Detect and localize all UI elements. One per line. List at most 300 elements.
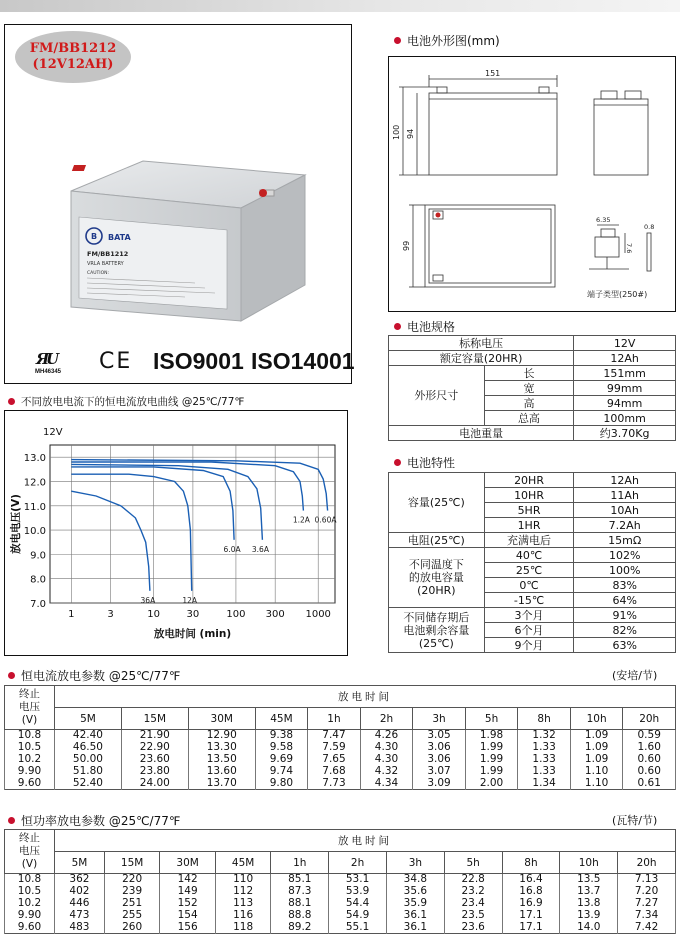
spec-label: 宽 <box>484 381 574 396</box>
value-cell: 3.06 <box>413 754 466 766</box>
x-tick-label: 100 <box>226 609 246 620</box>
resistance-value: 15mΩ <box>574 533 676 548</box>
column-header: 5M <box>55 852 105 874</box>
bullet-icon <box>394 323 401 330</box>
resistance-label: 电阻(25℃) <box>389 533 485 548</box>
voltage-cell: 9.90 <box>5 766 55 778</box>
value-cell: 23.6 <box>444 922 502 934</box>
temp-value: 100% <box>574 563 676 578</box>
value-cell: 9.80 <box>255 778 308 790</box>
value-cell: 16.8 <box>502 886 560 898</box>
dimension-drawing <box>389 57 677 313</box>
value-cell: 446 <box>55 898 105 910</box>
group-header: 放电时间 <box>55 686 676 708</box>
x-tick-label: 1000 <box>305 609 331 620</box>
series-line <box>71 474 191 591</box>
value-cell: 35.9 <box>386 898 444 910</box>
column-header: 1h <box>271 852 329 874</box>
value-cell: 23.5 <box>444 910 502 922</box>
bullet-icon <box>8 672 15 679</box>
column-header: 3h <box>386 852 444 874</box>
voltage-cell: 10.5 <box>5 742 55 754</box>
x-tick-label: 10 <box>147 609 161 620</box>
battery-photo <box>5 25 353 325</box>
power-table-title <box>8 812 180 829</box>
corner-header-line: 终止 <box>19 832 40 844</box>
x-tick-label: 1 <box>68 609 75 620</box>
column-header: 45M <box>215 852 271 874</box>
table-row <box>5 898 676 910</box>
value-cell: 1.33 <box>518 766 571 778</box>
series-label: 0.60A <box>314 515 337 525</box>
value-cell: 0.59 <box>623 730 676 742</box>
table-row <box>5 874 676 886</box>
series-label: 6.0A <box>223 544 241 554</box>
table-row <box>389 533 676 548</box>
value-cell: 3.09 <box>413 778 466 790</box>
value-cell: 13.50 <box>188 754 255 766</box>
table-header-row <box>5 852 676 874</box>
value-cell: 7.59 <box>308 742 361 754</box>
table-row <box>5 766 676 778</box>
column-header: 20h <box>623 708 676 730</box>
model-name: FM/BB1212 <box>29 41 117 56</box>
weight-label: 电池重量 <box>389 426 574 441</box>
capacity-rate: 1HR <box>484 518 574 533</box>
size-label: 外形尺寸 <box>389 366 485 426</box>
column-header: 10h <box>560 852 618 874</box>
y-tick-label: 12.0 <box>23 477 46 489</box>
table-header-row <box>5 830 676 852</box>
value-cell: 12.90 <box>188 730 255 742</box>
table-row <box>389 336 676 351</box>
storage-value: 63% <box>574 638 676 653</box>
column-header: 2h <box>360 708 413 730</box>
value-cell: 483 <box>55 922 105 934</box>
temp-cell: -15℃ <box>484 593 574 608</box>
dimension-title-text: 电池外形图(mm) <box>407 34 500 48</box>
value-cell: 7.34 <box>618 910 676 922</box>
value-cell: 9.38 <box>255 730 308 742</box>
table-row <box>389 473 676 488</box>
value-cell: 85.1 <box>271 874 329 886</box>
value-cell: 156 <box>160 922 216 934</box>
capacity-value: 12Ah <box>574 473 676 488</box>
spec-title-text: 电池规格 <box>407 320 456 334</box>
spec-label: 长 <box>484 366 574 381</box>
y-tick-label: 11.0 <box>23 501 46 513</box>
value-cell: 46.50 <box>55 742 122 754</box>
value-cell: 1.33 <box>518 754 571 766</box>
power-title-text: 恒功率放电参数 @25℃/77℉ <box>21 814 181 828</box>
model-spec: (12V12AH) <box>32 57 114 72</box>
curve-title-text: 不同放电电流下的恒电流放电曲线 @25℃/77℉ <box>21 396 245 408</box>
spec-label: 标称电压 <box>389 336 574 351</box>
value-cell: 23.60 <box>121 754 188 766</box>
table-row <box>389 426 676 441</box>
value-cell: 1.99 <box>465 754 518 766</box>
value-cell: 14.0 <box>560 922 618 934</box>
battery-label-sub: VRLA BATTERY <box>87 261 124 267</box>
y-top-label: 12V <box>43 427 63 438</box>
column-header: 30M <box>160 852 216 874</box>
value-cell: 13.8 <box>560 898 618 910</box>
power-discharge-table <box>4 829 676 934</box>
value-cell: 1.60 <box>623 742 676 754</box>
current-discharge-table <box>4 685 676 790</box>
column-header: 3h <box>413 708 466 730</box>
value-cell: 42.40 <box>55 730 122 742</box>
value-cell: 4.26 <box>360 730 413 742</box>
spec-label: 高 <box>484 396 574 411</box>
value-cell: 9.69 <box>255 754 308 766</box>
series-label: 12A <box>182 595 198 605</box>
certification-row <box>35 347 355 377</box>
value-cell: 36.1 <box>386 910 444 922</box>
voltage-cell: 9.60 <box>5 922 55 934</box>
spec-label: 总高 <box>484 411 574 426</box>
column-header: 30M <box>188 708 255 730</box>
column-header: 8h <box>502 852 560 874</box>
feature-table <box>388 472 676 653</box>
value-cell: 142 <box>160 874 216 886</box>
current-title-text: 恒电流放电参数 @25℃/77℉ <box>21 669 181 683</box>
svg-text:U: U <box>46 350 60 368</box>
value-cell: 50.00 <box>55 754 122 766</box>
value-cell: 1.98 <box>465 730 518 742</box>
series-label: 36A <box>140 595 156 605</box>
ce-mark: CE <box>99 349 133 374</box>
column-header: 5h <box>465 708 518 730</box>
temp-label-line: 不同温度下 <box>408 558 464 571</box>
ul-code: MH46345 <box>35 369 62 375</box>
voltage-cell: 10.5 <box>5 886 55 898</box>
current-table-unit: (安培/节) <box>612 669 658 682</box>
value-cell: 154 <box>160 910 216 922</box>
x-tick-label: 300 <box>265 609 285 620</box>
value-cell: 1.09 <box>570 730 623 742</box>
value-cell: 16.9 <box>502 898 560 910</box>
x-axis-label: 放电时间 (min) <box>153 628 232 640</box>
value-cell: 4.32 <box>360 766 413 778</box>
value-cell: 362 <box>55 874 105 886</box>
value-cell: 7.73 <box>308 778 361 790</box>
value-cell: 22.90 <box>121 742 188 754</box>
dim-terminal-height: 7.6 <box>625 243 633 254</box>
series-label: 1.2A <box>292 515 310 525</box>
storage-period: 6个月 <box>484 623 574 638</box>
spec-section-title <box>394 318 455 335</box>
voltage-cell: 10.2 <box>5 754 55 766</box>
value-cell: 51.80 <box>55 766 122 778</box>
value-cell: 3.05 <box>413 730 466 742</box>
storage-period: 3个月 <box>484 608 574 623</box>
value-cell: 13.30 <box>188 742 255 754</box>
y-tick-label: 7.0 <box>30 599 46 610</box>
value-cell: 23.80 <box>121 766 188 778</box>
storage-period: 9个月 <box>484 638 574 653</box>
weight-value: 约3.70Kg <box>574 426 676 441</box>
temp-cell: 40℃ <box>484 548 574 563</box>
value-cell: 4.30 <box>360 754 413 766</box>
value-cell: 7.42 <box>618 922 676 934</box>
voltage-cell: 10.2 <box>5 898 55 910</box>
x-tick-label: 3 <box>107 609 114 620</box>
table-row <box>5 742 676 754</box>
bullet-icon <box>394 37 401 44</box>
table-row <box>5 730 676 742</box>
value-cell: 1.99 <box>465 766 518 778</box>
feature-title-text: 电池特性 <box>407 456 456 470</box>
value-cell: 7.47 <box>308 730 361 742</box>
value-cell: 88.1 <box>271 898 329 910</box>
column-header: 1h <box>308 708 361 730</box>
storage-value: 82% <box>574 623 676 638</box>
corner-header-line: 电压 <box>19 701 40 713</box>
capacity-value: 10Ah <box>574 503 676 518</box>
capacity-value: 11Ah <box>574 488 676 503</box>
value-cell: 17.1 <box>502 910 560 922</box>
bullet-icon <box>8 398 15 405</box>
value-cell: 3.06 <box>413 742 466 754</box>
spec-table <box>388 335 676 441</box>
value-cell: 34.8 <box>386 874 444 886</box>
storage-label-line: (25℃) <box>418 636 454 650</box>
value-cell: 21.90 <box>121 730 188 742</box>
value-cell: 7.68 <box>308 766 361 778</box>
svg-text:Я: Я <box>36 350 50 368</box>
value-cell: 7.65 <box>308 754 361 766</box>
value-cell: 1.33 <box>518 742 571 754</box>
voltage-cell: 9.60 <box>5 778 55 790</box>
value-cell: 251 <box>104 898 160 910</box>
value-cell: 239 <box>104 886 160 898</box>
storage-label-line: 不同储存期后 <box>403 610 470 624</box>
column-header: 15M <box>104 852 160 874</box>
value-cell: 23.2 <box>444 886 502 898</box>
dim-width: 99 <box>402 240 411 251</box>
temp-label <box>389 548 485 608</box>
value-cell: 7.13 <box>618 874 676 886</box>
corner-header-line: 终止 <box>19 688 40 700</box>
battery-label-caution: CAUTION: <box>87 271 110 276</box>
storage-label-line: 电池剩余容量 <box>403 623 470 637</box>
value-cell: 4.30 <box>360 742 413 754</box>
value-cell: 35.6 <box>386 886 444 898</box>
resistance-cond: 充满电后 <box>484 533 574 548</box>
value-cell: 149 <box>160 886 216 898</box>
table-row <box>5 922 676 934</box>
corner-header-line: (V) <box>21 714 38 726</box>
value-cell: 1.10 <box>570 778 623 790</box>
value-cell: 260 <box>104 922 160 934</box>
value-cell: 23.4 <box>444 898 502 910</box>
value-cell: 0.60 <box>623 766 676 778</box>
y-axis-label: 放电电压(V) <box>10 494 22 554</box>
bullet-icon <box>394 459 401 466</box>
group-header: 放电时间 <box>55 830 676 852</box>
svg-text:B: B <box>91 232 98 241</box>
header-bar <box>0 0 680 12</box>
terminal-caption: 端子类型(250#) <box>587 290 648 299</box>
y-tick-label: 13.0 <box>23 453 46 465</box>
discharge-chart-panel <box>4 410 348 656</box>
iso14001-mark: ISO14001 <box>251 348 355 374</box>
power-table-unit: (瓦特/节) <box>612 814 658 827</box>
value-cell: 1.09 <box>570 742 623 754</box>
table-row <box>5 910 676 922</box>
corner-header-line: 电压 <box>19 845 40 857</box>
value-cell: 13.5 <box>560 874 618 886</box>
value-cell: 9.58 <box>255 742 308 754</box>
ul-mark-icon <box>35 349 61 369</box>
value-cell: 88.8 <box>271 910 329 922</box>
temp-cell: 0℃ <box>484 578 574 593</box>
value-cell: 54.4 <box>329 898 387 910</box>
column-header: 5M <box>55 708 122 730</box>
bullet-icon <box>8 817 15 824</box>
value-cell: 89.2 <box>271 922 329 934</box>
temp-cell: 25℃ <box>484 563 574 578</box>
storage-label <box>389 608 485 653</box>
value-cell: 473 <box>55 910 105 922</box>
series-label: 3.6A <box>251 544 269 554</box>
value-cell: 16.4 <box>502 874 560 886</box>
value-cell: 53.9 <box>329 886 387 898</box>
value-cell: 118 <box>215 922 271 934</box>
corner-header <box>5 830 55 874</box>
column-header: 2h <box>329 852 387 874</box>
value-cell: 2.00 <box>465 778 518 790</box>
dim-height-total: 100 <box>392 124 401 140</box>
value-cell: 1.32 <box>518 730 571 742</box>
curve-section-title <box>8 394 244 409</box>
corner-header <box>5 686 55 730</box>
value-cell: 54.9 <box>329 910 387 922</box>
value-cell: 152 <box>160 898 216 910</box>
value-cell: 0.61 <box>623 778 676 790</box>
value-cell: 4.34 <box>360 778 413 790</box>
capacity-rate: 10HR <box>484 488 574 503</box>
value-cell: 13.9 <box>560 910 618 922</box>
value-cell: 0.60 <box>623 754 676 766</box>
column-header: 20h <box>618 852 676 874</box>
table-row <box>5 754 676 766</box>
table-row <box>389 608 676 623</box>
table-header-row <box>5 708 676 730</box>
voltage-cell: 10.8 <box>5 730 55 742</box>
value-cell: 402 <box>55 886 105 898</box>
y-tick-label: 9.0 <box>30 550 46 562</box>
column-header: 10h <box>570 708 623 730</box>
table-header-row <box>5 686 676 708</box>
spec-value: 100mm <box>574 411 676 426</box>
spec-value: 99mm <box>574 381 676 396</box>
value-cell: 255 <box>104 910 160 922</box>
current-table-title <box>8 667 180 684</box>
voltage-cell: 9.90 <box>5 910 55 922</box>
value-cell: 55.1 <box>329 922 387 934</box>
dim-terminal-width: 6.35 <box>596 216 611 224</box>
dimension-section-title <box>394 32 500 49</box>
value-cell: 1.09 <box>570 754 623 766</box>
table-row <box>5 778 676 790</box>
column-header: 45M <box>255 708 308 730</box>
value-cell: 52.40 <box>55 778 122 790</box>
table-row <box>389 351 676 366</box>
capacity-rate: 5HR <box>484 503 574 518</box>
column-header: 15M <box>121 708 188 730</box>
value-cell: 116 <box>215 910 271 922</box>
voltage-cell: 10.8 <box>5 874 55 886</box>
value-cell: 220 <box>104 874 160 886</box>
capacity-value: 7.2Ah <box>574 518 676 533</box>
product-photo-panel <box>4 24 355 384</box>
spec-value: 12V <box>574 336 676 351</box>
dim-height-case: 94 <box>406 128 415 139</box>
feature-section-title <box>394 454 455 471</box>
value-cell: 110 <box>215 874 271 886</box>
dim-terminal-thickness: 0.8 <box>644 223 655 231</box>
spec-value: 94mm <box>574 396 676 411</box>
table-row <box>389 548 676 563</box>
y-tick-label: 10.0 <box>23 526 46 538</box>
value-cell: 9.74 <box>255 766 308 778</box>
value-cell: 53.1 <box>329 874 387 886</box>
temp-label-line: 的放电容量 <box>408 571 464 584</box>
spec-value: 12Ah <box>574 351 676 366</box>
capacity-rate: 20HR <box>484 473 574 488</box>
spec-label: 额定容量(20HR) <box>389 351 574 366</box>
value-cell: 3.07 <box>413 766 466 778</box>
series-line <box>71 467 234 540</box>
value-cell: 113 <box>215 898 271 910</box>
y-tick-label: 8.0 <box>30 574 46 586</box>
temp-label-line: (20HR) <box>417 584 456 597</box>
x-tick-label: 30 <box>186 609 200 620</box>
iso9001-mark: ISO9001 <box>153 348 244 374</box>
value-cell: 13.60 <box>188 766 255 778</box>
corner-header-line: (V) <box>21 858 38 870</box>
value-cell: 1.34 <box>518 778 571 790</box>
dim-length: 151 <box>485 69 501 78</box>
value-cell: 17.1 <box>502 922 560 934</box>
value-cell: 1.10 <box>570 766 623 778</box>
value-cell: 36.1 <box>386 922 444 934</box>
spec-value: 151mm <box>574 366 676 381</box>
value-cell: 13.7 <box>560 886 618 898</box>
temp-value: 64% <box>574 593 676 608</box>
column-header: 5h <box>444 852 502 874</box>
value-cell: 13.70 <box>188 778 255 790</box>
capacity-label: 容量(25℃) <box>389 473 485 533</box>
table-row <box>389 366 676 381</box>
discharge-chart <box>5 411 349 657</box>
value-cell: 87.3 <box>271 886 329 898</box>
temp-value: 83% <box>574 578 676 593</box>
value-cell: 1.99 <box>465 742 518 754</box>
storage-value: 91% <box>574 608 676 623</box>
value-cell: 22.8 <box>444 874 502 886</box>
battery-brand-text: BATA <box>108 233 131 242</box>
table-row <box>5 886 676 898</box>
dimension-drawing-panel <box>388 56 676 312</box>
battery-label-model: FM/BB1212 <box>87 250 129 258</box>
value-cell: 7.20 <box>618 886 676 898</box>
column-header: 8h <box>518 708 571 730</box>
value-cell: 24.00 <box>121 778 188 790</box>
temp-value: 102% <box>574 548 676 563</box>
